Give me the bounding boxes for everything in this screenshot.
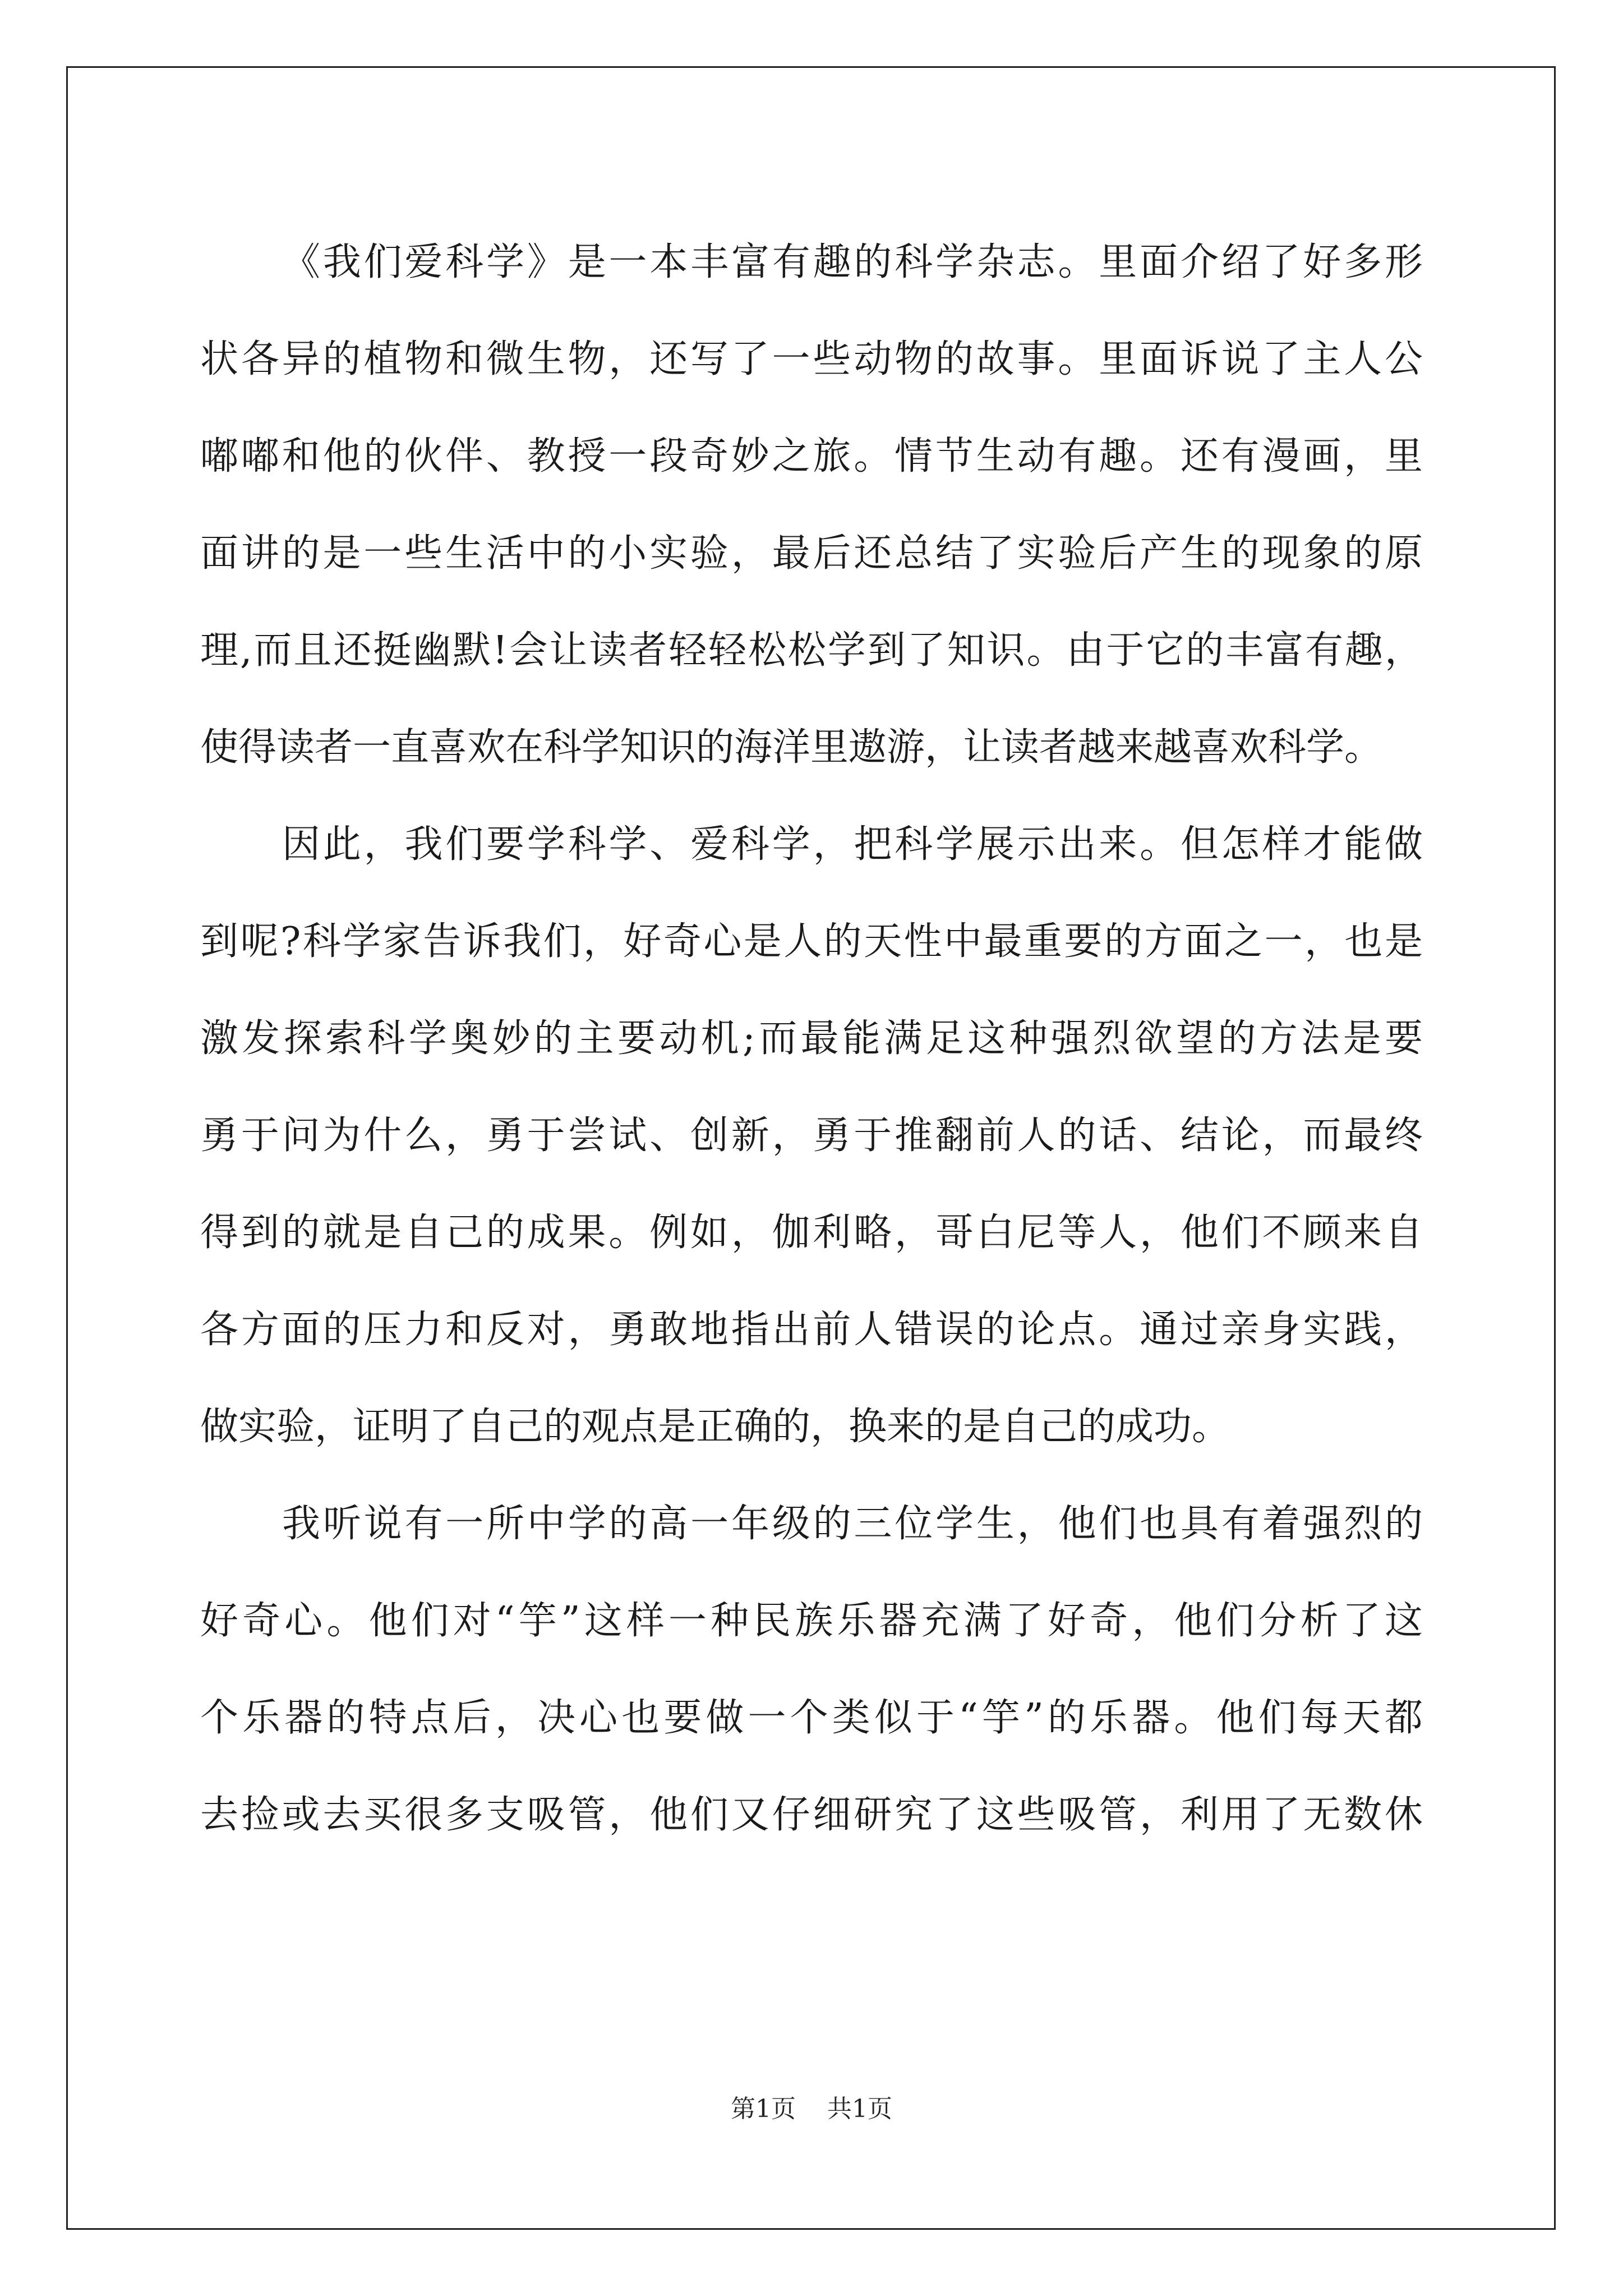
total-pages-label: 共1页: [827, 2095, 892, 2123]
paragraph-1: [200, 214, 1423, 796]
text-line: 个乐器的特点后，决心也要做一个类似于“竽”的乐器。他们每天都: [200, 1696, 1423, 1740]
text-line: 使得读者一直喜欢在科学知识的海洋里遨游，让读者越来越喜欢科学。: [200, 725, 1383, 770]
text-line: 去捡或去买很多支吸管，他们又仔细研究了这些吸管，利用了无数休: [200, 1793, 1423, 1837]
text-line: 好奇心。他们对“竽”这样一种民族乐器充满了好奇，他们分析了这: [200, 1599, 1423, 1643]
text-line: 做实验，证明了自己的观点是正确的，换来的是自己的成功。: [200, 1405, 1230, 1449]
text-line: 勇于问为什么，勇于尝试、创新，勇于推翻前人的话、结论，而最终: [200, 1114, 1423, 1158]
text-line: 理,而且还挺幽默!会让读者轻轻松松学到了知识。由于它的丰富有趣，: [200, 628, 1423, 673]
text-line: 各方面的压力和反对，勇敢地指出前人错误的论点。通过亲身实践，: [200, 1308, 1423, 1352]
text-line: 面讲的是一些生活中的小实验，最后还总结了实验后产生的现象的原: [200, 531, 1423, 576]
text-line: 《我们爱科学》是一本丰富有趣的科学杂志。里面介绍了好多形: [282, 240, 1423, 284]
page-footer: [0, 2092, 1623, 2126]
text-line: 到呢?科学家告诉我们，好奇心是人的天性中最重要的方面之一，也是: [200, 919, 1423, 964]
text-line: 嘟嘟和他的伙伴、教授一段奇妙之旅。情节生动有趣。还有漫画，里: [200, 434, 1423, 478]
current-page-label: 第1页: [731, 2095, 796, 2123]
text-line: 我听说有一所中学的高一年级的三位学生，他们也具有着强烈的: [282, 1502, 1423, 1546]
document-body: [200, 214, 1423, 1864]
paragraph-2: [200, 796, 1423, 1475]
text-line: 激发探索科学奥妙的主要动机;而最能满足这种强烈欲望的方法是要: [200, 1016, 1423, 1061]
text-line: 因此，我们要学科学、爱科学，把科学展示出来。但怎样才能做: [282, 822, 1423, 867]
paragraph-3: [200, 1475, 1423, 1864]
text-line: 得到的就是自己的成果。例如，伽利略，哥白尼等人，他们不顾来自: [200, 1211, 1423, 1255]
text-line: 状各异的植物和微生物，还写了一些动物的故事。里面诉说了主人公: [200, 337, 1423, 381]
